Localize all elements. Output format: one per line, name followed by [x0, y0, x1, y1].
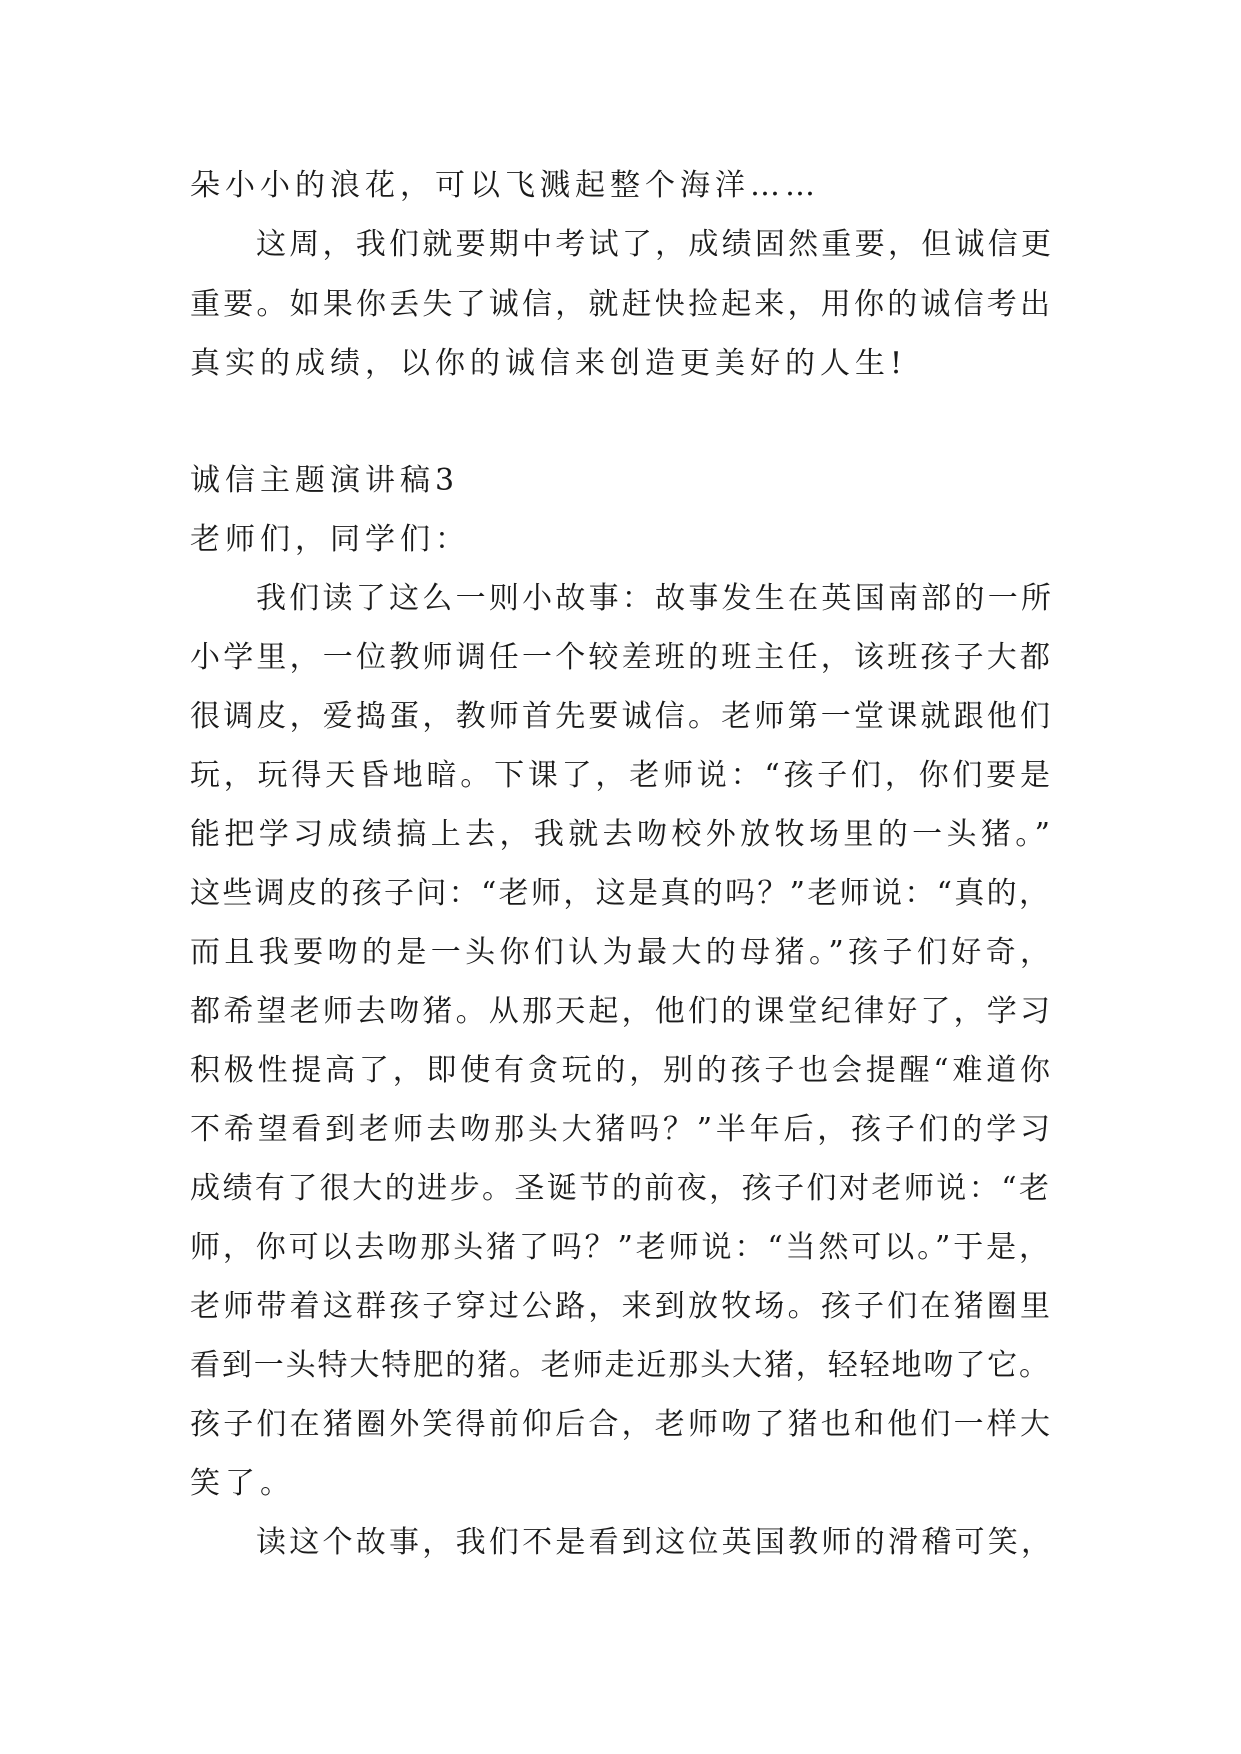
text-line: 笑了。: [190, 1466, 295, 1501]
text-line: 读这个故事，我们不是看到这位英国教师的滑稽可笑，: [256, 1525, 1051, 1560]
text-line: 重要。如果你丢失了诚信，就赶快捡起来，用你的诚信考出: [190, 287, 1050, 322]
text-line: 积极性提高了，即使有贪玩的，别的孩子也会提醒“难道你: [190, 1053, 1050, 1088]
text-line: 孩子们在猪圈外笑得前仰后合，老师吻了猪也和他们一样大: [190, 1407, 1050, 1442]
section-heading: 诚信主题演讲稿3: [190, 463, 460, 498]
text-line: 小学里，一位教师调任一个较差班的班主任，该班孩子大都: [190, 640, 1050, 675]
text-line: 师，你可以去吻那头猪了吗？”老师说：“当然可以。”于是，: [190, 1230, 1050, 1265]
text-line: 而且我要吻的是一头你们认为最大的母猪。”孩子们好奇，: [190, 935, 1050, 970]
text-line: 真实的成绩，以你的诚信来创造更美好的人生!: [190, 346, 908, 381]
text-line: 这周，我们就要期中考试了，成绩固然重要，但诚信更: [256, 227, 1051, 262]
text-line: 这些调皮的孩子问：“老师，这是真的吗？”老师说：“真的，: [190, 876, 1050, 911]
text-line: 玩，玩得天昏地暗。下课了，老师说：“孩子们，你们要是: [190, 758, 1050, 793]
salutation: 老师们，同学们：: [190, 522, 470, 557]
text-line: 不希望看到老师去吻那头大猪吗？”半年后，孩子们的学习: [190, 1112, 1050, 1147]
text-line: 成绩有了很大的进步。圣诞节的前夜，孩子们对老师说：“老: [190, 1171, 1050, 1206]
text-line: 看到一头特大特肥的猪。老师走近那头大猪，轻轻地吻了它。: [190, 1348, 1050, 1383]
text-line: 老师带着这群孩子穿过公路，来到放牧场。孩子们在猪圈里: [190, 1289, 1050, 1324]
text-line: 都希望老师去吻猪。从那天起，他们的课堂纪律好了，学习: [190, 994, 1050, 1029]
text-line: 很调皮，爱捣蛋，教师首先要诚信。老师第一堂课就跟他们: [190, 699, 1050, 734]
text-line: 能把学习成绩搞上去，我就去吻校外放牧场里的一头猪。”: [190, 817, 1050, 852]
text-line: 朵小小的浪花，可以飞溅起整个海洋……: [190, 168, 820, 203]
text-line: 我们读了这么一则小故事：故事发生在英国南部的一所: [256, 581, 1051, 616]
